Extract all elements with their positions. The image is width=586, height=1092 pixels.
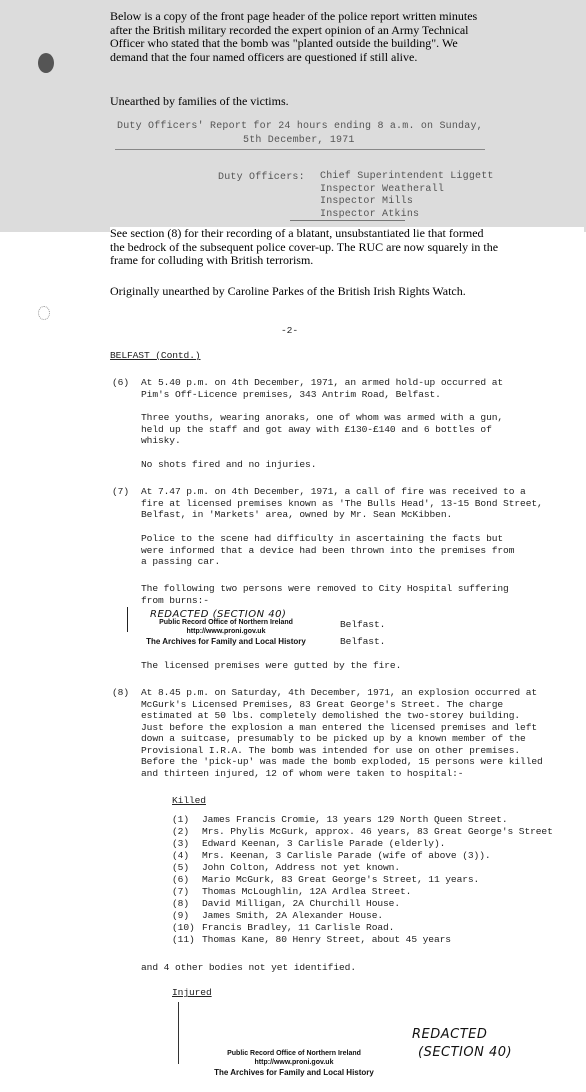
text-line: At 5.40 p.m. on 4th December, 1971, an armed hold-up occurred at	[141, 377, 504, 388]
commentary-line: See section (8) for their recording of a blatant, unsubstantiated lie that formed	[110, 226, 484, 240]
list-number: (8)	[172, 898, 189, 909]
item-number: (6)	[112, 377, 129, 388]
officers-underline	[290, 220, 405, 221]
duty-officers-list	[320, 171, 494, 221]
intro-line: after the British military recorded the expert opinion of an Army Technical	[110, 22, 469, 37]
punch-hole-mark	[38, 53, 54, 73]
list-number: (4)	[172, 850, 189, 861]
section-heading: BELFAST (Contd.)	[110, 350, 201, 361]
list-text: John Colton, Address not yet known.	[202, 862, 401, 873]
injured-heading: Injured	[172, 987, 212, 998]
page-number: -2-	[281, 325, 298, 336]
text-line: At 7.47 p.m. on 4th December, 1971, a call of fire was received to a	[141, 486, 526, 497]
list-text: Thomas Kane, 80 Henry Street, about 45 years	[202, 934, 451, 945]
intro-line: Officer who stated that the bomb was "planted outside the building". We	[110, 36, 458, 50]
list-number: (3)	[172, 838, 189, 849]
redacted-label: REDACTED	[412, 1027, 488, 1042]
report-title-line2: 5th December, 1971	[243, 135, 355, 146]
item-number: (7)	[112, 486, 129, 497]
item7-para1	[141, 486, 543, 521]
text-line: and thirteen injured, 12 of whom were taken to hospital:-	[141, 767, 464, 779]
text-line: estimated at 50 lbs. completely demolished the two-storey building.	[141, 710, 521, 721]
proni-stamp	[128, 619, 324, 647]
officer-name: Inspector Weatherall	[320, 183, 445, 195]
text-line: Belfast, in 'Markets' area, owned by Mr. Sean McKibben.	[141, 509, 453, 520]
commentary-line: the bedrock of the subsequent police cover-up. The RUC are now squarely in the	[110, 239, 499, 254]
killed-heading: Killed	[172, 795, 206, 806]
location-belfast: Belfast.	[340, 636, 386, 647]
item-number: (8)	[112, 687, 129, 698]
report-title-line1: Duty Officers' Report for 24 hours ending 8 a.m. on Sunday,	[117, 121, 483, 132]
commentary-line: frame for colluding with British terrorism.	[110, 253, 314, 267]
location-belfast: Belfast.	[340, 619, 386, 630]
item7-closing: The licensed premises were gutted by the fire.	[141, 660, 402, 671]
list-number: (11)	[172, 934, 195, 945]
item7-para3	[141, 583, 509, 606]
item6-para1	[141, 377, 503, 400]
list-text: Mrs. Keenan, 3 Carlisle Parade (wife of above (3)).	[202, 850, 491, 861]
text-line: a passing car.	[141, 556, 221, 567]
list-text: Francis Bradley, 11 Carlisle Road.	[202, 922, 395, 933]
item6-para3: No shots fired and no injuries.	[141, 459, 317, 470]
proni-name: Public Record Office of Northern Ireland	[227, 1050, 361, 1057]
list-text: James Smith, 2A Alexander House.	[202, 910, 384, 921]
list-text: Mrs. Phylis McGurk, approx. 46 years, 83 Great George's Street	[202, 826, 553, 837]
list-number: (7)	[172, 886, 189, 897]
list-text: Mario McGurk, 83 Great George's Street, 11 years.	[202, 874, 480, 885]
officer-name: Inspector Atkins	[320, 208, 420, 220]
text-line: The following two persons were removed to City Hospital suffering	[141, 583, 509, 594]
text-line: held up the staff and got away with £130-£140 and 6 bottles of	[141, 423, 492, 435]
list-number: (9)	[172, 910, 189, 921]
item8-para1	[141, 687, 543, 779]
list-number: (10)	[172, 922, 195, 933]
proni-url: http://www.proni.gov.uk	[186, 627, 266, 635]
list-text: James Francis Cromie, 13 years 129 North Queen Street.	[202, 814, 508, 825]
intro-line: demand that the four named officers are questioned if still alive.	[110, 49, 418, 64]
officer-name: Inspector Mills	[320, 196, 414, 207]
intro-line: Below is a copy of the front page header of the police report written minutes	[110, 9, 478, 23]
hole-mark	[38, 306, 50, 320]
text-line: fire at licensed premises known as 'The Bulls Head', 13-15 Bond Street,	[141, 497, 543, 509]
list-number: (1)	[172, 814, 189, 825]
text-line: down a suitcase, presumably to be picked up by a known member of the	[141, 733, 526, 744]
text-line: Pim's Off-Licence premises, 343 Antrim Road, Belfast.	[141, 388, 441, 400]
list-text: Edward Keenan, 3 Carlisle Parade (elderly).	[202, 838, 446, 849]
text-line: Provisional I.R.A. The bomb was intended for use on other premises.	[141, 744, 521, 756]
intro-paragraph	[110, 10, 580, 64]
text-line: McGurk's Licensed Premises, 83 Great George's Street. The charge	[141, 698, 504, 710]
list-text: David Milligan, 2A Churchill House.	[202, 898, 401, 909]
item6-para2	[141, 412, 503, 447]
unearthed-note: Unearthed by families of the victims.	[110, 94, 289, 108]
text-line: Just before the explosion a man entered the licensed premises and left	[141, 721, 538, 733]
commentary-paragraph	[110, 227, 584, 268]
text-line: whisky.	[141, 435, 181, 446]
proni-tagline: The Archives for Family and Local History	[146, 637, 306, 647]
proni-stamp	[196, 1050, 392, 1078]
redacted-stamp-small: REDACTED (SECTION 40)	[150, 609, 287, 620]
credit-line: Originally unearthed by Caroline Parkes of the British Irish Rights Watch.	[110, 284, 466, 298]
redacted-section: (SECTION 40)	[418, 1045, 513, 1060]
list-text: Thomas McLoughlin, 12A Ardlea Street.	[202, 886, 412, 897]
other-bodies-note: and 4 other bodies not yet identified.	[141, 962, 356, 973]
report-title-underline	[115, 149, 485, 150]
text-line: Before the 'pick-up' was made the bomb exploded, 15 persons were killed	[141, 756, 543, 767]
list-number: (5)	[172, 862, 189, 873]
text-line: were informed that a device had been thrown into the premises from	[141, 544, 515, 556]
text-line: from burns:-	[141, 594, 209, 606]
redacted-stamp-large	[412, 1026, 512, 1062]
item7-para2	[141, 533, 514, 568]
proni-url: http://www.proni.gov.uk	[254, 1058, 334, 1066]
list-number: (6)	[172, 874, 189, 885]
proni-tagline: The Archives for Family and Local History	[214, 1068, 374, 1078]
list-number: (2)	[172, 826, 189, 837]
duty-officers-label: Duty Officers:	[218, 172, 305, 183]
text-line: Three youths, wearing anoraks, one of whom was armed with a gun,	[141, 412, 504, 423]
text-line: At 8.45 p.m. on Saturday, 4th December, 1971, an explosion occurred at	[141, 687, 538, 698]
officer-name: Chief Superintendent Liggett	[320, 171, 494, 182]
redaction-bracket	[178, 1002, 179, 1064]
text-line: Police to the scene had difficulty in ascertaining the facts but	[141, 533, 504, 544]
proni-name: Public Record Office of Northern Ireland	[159, 619, 293, 626]
